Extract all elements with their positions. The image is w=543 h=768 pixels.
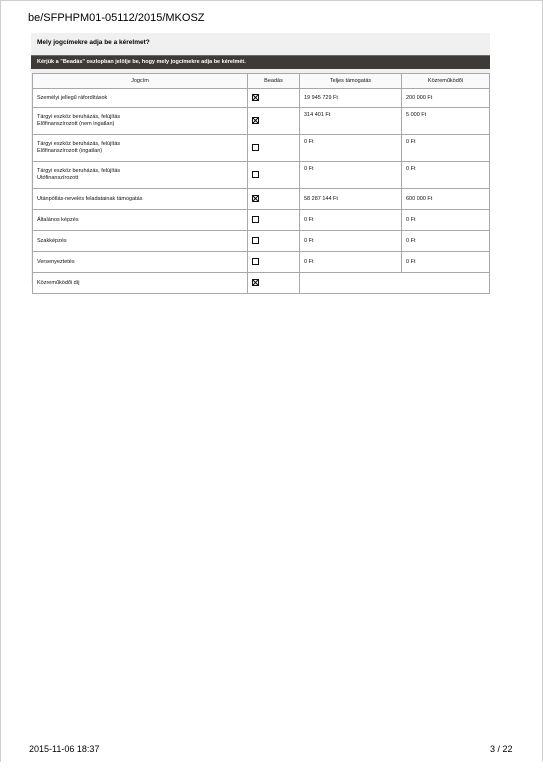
- col-header-beadas: Beadás: [248, 74, 300, 89]
- kozre-cell: 0 Ft: [402, 135, 490, 162]
- beadas-cell: [248, 231, 300, 252]
- table-row: [33, 135, 490, 162]
- teljes-cell: 0 Ft: [300, 210, 402, 231]
- kozre-cell: 600 000 Ft: [402, 189, 490, 210]
- table-header-row: [33, 74, 490, 89]
- beadas-checkbox[interactable]: [252, 171, 259, 178]
- beadas-checkbox[interactable]: [252, 258, 259, 265]
- jogcim-cell: [33, 89, 248, 108]
- beadas-cell: [248, 162, 300, 189]
- kozre-cell: 0 Ft: [402, 162, 490, 189]
- section-title: Mely jogcímekre adja be a kérelmet?: [37, 39, 150, 46]
- teljes-cell: 0 Ft: [300, 135, 402, 162]
- table-row: [33, 210, 490, 231]
- jogcim-subname: Előfinanszírozott (ingatlan): [37, 148, 103, 154]
- teljes-cell: 58 287 144 Ft: [300, 189, 402, 210]
- instruction-bar: [31, 55, 490, 69]
- jogcim-cell: [33, 231, 248, 252]
- kozre-cell: 0 Ft: [402, 210, 490, 231]
- kozre-cell: 0 Ft: [402, 231, 490, 252]
- jogcim-name: Utánpótlás-nevelés feladatainak támogatás: [37, 195, 143, 202]
- jogcim-name: Közreműködői díj: [37, 279, 80, 286]
- jogcim-name: Tárgyi eszköz beruházás, felújítás: [37, 168, 121, 174]
- jogcim-cell: [33, 108, 248, 135]
- teljes-cell: 0 Ft: [300, 231, 402, 252]
- bottom-strip: [0, 762, 543, 768]
- jogcim-subname: Előfinanszírozott (nem ingatlan): [37, 121, 115, 127]
- kozre-cell: 200 000 Ft: [402, 89, 490, 108]
- table-row: [33, 108, 490, 135]
- jogcim-subname: Utófinanszírozott: [37, 175, 79, 181]
- jogcim-name: Versenyeztetés: [37, 258, 75, 265]
- kozre-cell: 0 Ft: [402, 252, 490, 273]
- beadas-cell: [248, 252, 300, 273]
- beadas-cell: [248, 273, 300, 294]
- table-row: [33, 252, 490, 273]
- jogcim-cell: [33, 210, 248, 231]
- beadas-checkbox[interactable]: [252, 195, 259, 202]
- jogcim-cell: [33, 189, 248, 210]
- beadas-checkbox[interactable]: [252, 117, 259, 124]
- page-number: 3 / 22: [490, 744, 513, 754]
- claim-section: [31, 33, 490, 284]
- beadas-cell: [248, 108, 300, 135]
- jogcim-cell: [33, 162, 248, 189]
- jogcim-name: Tárgyi eszköz beruházás, felújítás: [37, 114, 121, 120]
- jogcim-cell: [33, 252, 248, 273]
- teljes-cell: 314 401 Ft: [300, 108, 402, 135]
- beadas-cell: [248, 210, 300, 231]
- jogcim-name: Tárgyi eszköz beruházás, felújítás: [37, 141, 121, 147]
- beadas-checkbox[interactable]: [252, 216, 259, 223]
- kozre-cell: 5 000 Ft: [402, 108, 490, 135]
- jogcim-name: Szakképzés: [37, 237, 67, 244]
- col-header-teljes: Teljes támogatás: [300, 74, 402, 89]
- footer-date: 2015-11-06 18:37: [29, 744, 100, 754]
- table-row: [33, 231, 490, 252]
- col-header-jogcim: Jogcím: [33, 74, 248, 89]
- jogcim-name: Általános képzés: [37, 216, 79, 223]
- empty-amount-cell: [300, 273, 490, 294]
- jogcim-cell: [33, 135, 248, 162]
- jogcim-cell: [33, 273, 248, 294]
- beadas-cell: [248, 135, 300, 162]
- teljes-cell: 0 Ft: [300, 162, 402, 189]
- beadas-checkbox[interactable]: [252, 237, 259, 244]
- col-header-kozremukodoi: Közreműködői: [402, 74, 490, 89]
- document-id: be/SFPHPM01-05112/2015/MKOSZ: [28, 12, 205, 24]
- instruction-text: Kérjük a "Beadás" oszlopban jelölje be, hogy mely jogcímekre adja be kérelmét.: [37, 59, 246, 65]
- teljes-cell: 19 945 729 Ft: [300, 89, 402, 108]
- beadas-checkbox[interactable]: [252, 279, 259, 286]
- table-row: [33, 273, 490, 294]
- table-row: [33, 89, 490, 108]
- beadas-checkbox[interactable]: [252, 94, 259, 101]
- beadas-checkbox[interactable]: [252, 144, 259, 151]
- beadas-cell: [248, 189, 300, 210]
- claim-table: [32, 73, 490, 294]
- table-row: [33, 162, 490, 189]
- jogcim-name: Személyi jellegű ráfordítások: [37, 94, 108, 101]
- table-row: [33, 189, 490, 210]
- beadas-cell: [248, 89, 300, 108]
- teljes-cell: 0 Ft: [300, 252, 402, 273]
